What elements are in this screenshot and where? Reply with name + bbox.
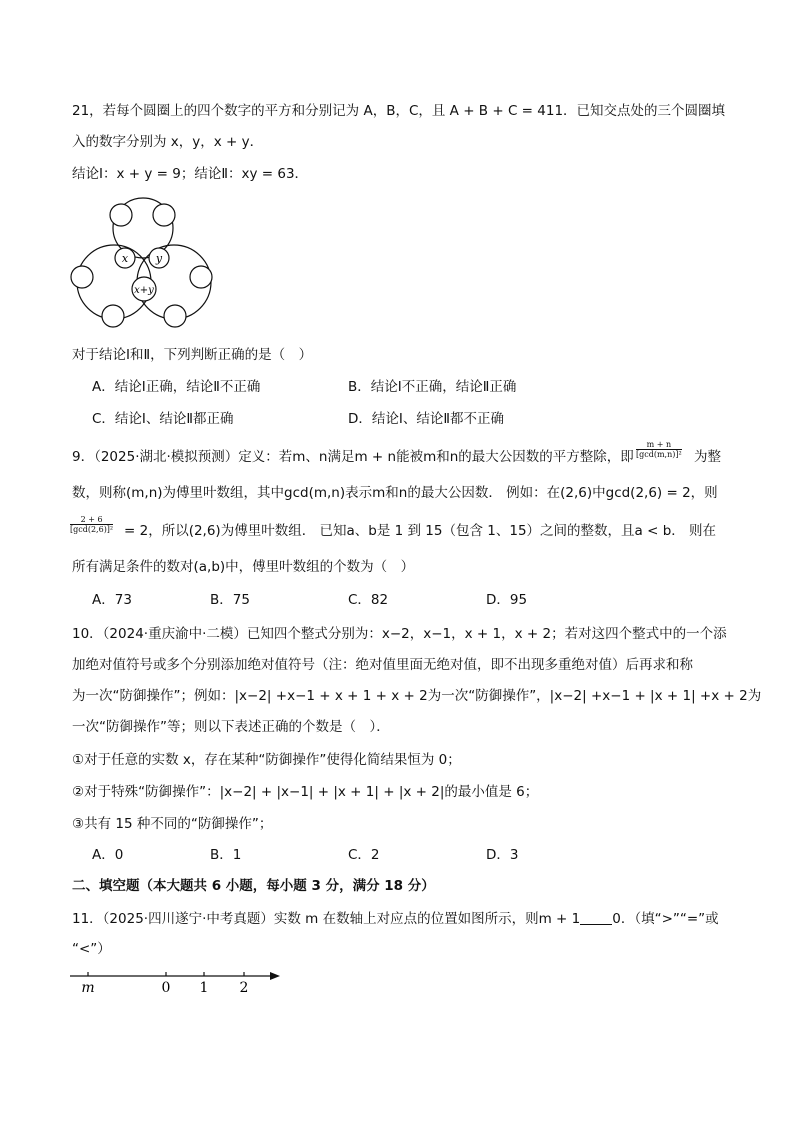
q11-line1-text-a: 11．（2025·四川遂宁·中考真题）实数 m 在数轴上对应点的位置如图所示，则m + 1 — [72, 911, 581, 927]
q9-fraction-2 — [70, 515, 113, 534]
q9-fraction-2-denominator: [gcd(2,6)]² — [70, 525, 114, 534]
q9-line2: 数，则称(m,n)为傅里叶数组，其中gcd(m,n)表示m和n的最大公因数． 例如：在(2,6)中gcd(2,6) = 2，则 — [72, 485, 718, 501]
three-circles-diagram — [68, 196, 218, 330]
small-circle-bottom-left — [102, 305, 124, 327]
q9-fraction-2-numerator: 2 + 6 — [70, 515, 113, 525]
q21-line3: 结论Ⅰ：x + y = 9；结论Ⅱ：xy = 63． — [72, 166, 309, 182]
q10-option-c[interactable]: C．2 — [348, 847, 380, 863]
q10-statement-3: ③共有 15 种不同的“防御操作”； — [72, 816, 273, 832]
section-title-fill-in: 二、填空题（本大题共 6 小题，每小题 3 分，满分 18 分） — [72, 878, 435, 894]
q9-line1: 9．（2025·湖北·模拟预测）定义：若m、n满足m + n能被m和n的最大公因数的平方整除，即 — [72, 449, 634, 465]
q10-statement-2: ②对于特殊“防御操作”：|x−2| + |x−1| + |x + 1| + |x + 2|的最小值是 6； — [72, 784, 539, 800]
tick-label-1: 1 — [199, 980, 209, 996]
small-circle-left-outer — [71, 266, 93, 288]
q9-option-d[interactable]: D．95 — [486, 592, 528, 608]
q21-option-b[interactable]: B．结论Ⅰ不正确，结论Ⅱ正确 — [348, 379, 517, 395]
q21-question: 对于结论Ⅰ和Ⅱ，下列判断正确的是（ ） — [72, 347, 313, 363]
q10-option-a[interactable]: A．0 — [92, 847, 124, 863]
q9-fraction-1 — [636, 440, 682, 459]
q21-line2: 入的数字分别为 x，y，x + y． — [72, 134, 264, 150]
q9-option-b[interactable]: B．75 — [210, 592, 250, 608]
tick-label-2: 2 — [239, 980, 249, 996]
q11-line1 — [72, 910, 719, 928]
small-circle-right-outer — [190, 266, 212, 288]
label-x-plus-y: x+y — [134, 285, 154, 296]
q9-option-a[interactable]: A．73 — [92, 592, 132, 608]
q9-fraction-1-denominator: [gcd(m,n)]² — [636, 450, 682, 459]
q10-line2: 加绝对值符号或多个分别添加绝对值符号（注：绝对值里面无绝对值，即不出现多重绝对值）后再求和称 — [72, 657, 693, 673]
q9-line3: = 2，所以(2,6)为傅里叶数组． 已知a、b是 1 到 15（包含 1、15）之间的整数，且a < b． 则在 — [124, 523, 717, 539]
label-y: y — [155, 252, 163, 265]
q21-option-c[interactable]: C．结论Ⅰ、结论Ⅱ都正确 — [92, 411, 234, 427]
small-circle-top-right — [153, 204, 175, 226]
q10-line3: 为一次“防御操作”；例如：|x−2| +x−1 + x + 1 + x + 2为一次“防御操作”，|x−2| +x−1 + |x + 1| +x + 2为 — [72, 688, 762, 704]
label-x: x — [121, 252, 129, 265]
q10-statement-1: ①对于任意的实数 x，存在某种“防御操作”使得化简结果恒为 0； — [72, 752, 461, 768]
small-circle-top-left — [110, 204, 132, 226]
q21-option-a[interactable]: A．结论Ⅰ正确，结论Ⅱ不正确 — [92, 379, 261, 395]
q21-option-d[interactable]: D．结论Ⅰ、结论Ⅱ都不正确 — [348, 411, 505, 427]
small-circle-bottom-right — [164, 305, 186, 327]
q11-line1-text-b: 0．（填“>”“=”或 — [612, 911, 719, 927]
q10-line4: 一次“防御操作”等；则以下表述正确的个数是（ ）． — [72, 719, 390, 735]
q11-answer-blank[interactable] — [580, 910, 612, 925]
tick-label-0: 0 — [161, 980, 171, 996]
q10-option-d[interactable]: D．3 — [486, 847, 519, 863]
q9-line1-end: 为整 — [694, 449, 721, 465]
number-line-arrow — [270, 972, 280, 980]
q9-line4: 所有满足条件的数对(a,b)中，傅里叶数组的个数为（ ） — [72, 559, 415, 575]
q10-option-b[interactable]: B．1 — [210, 847, 242, 863]
tick-label-m: m — [81, 980, 95, 996]
q9-option-c[interactable]: C．82 — [348, 592, 389, 608]
q9-fraction-1-numerator: m + n — [636, 440, 682, 450]
q10-line1: 10．（2024·重庆渝中·二模）已知四个整式分别为：x−2，x−1，x + 1，x + 2；若对这四个整式中的一个添 — [72, 626, 727, 642]
number-line-diagram — [68, 966, 284, 996]
q21-line1: 21，若每个圆圈上的四个数字的平方和分别记为 A，B，C，且 A + B + C = 411．已知交点处的三个圆圈填 — [72, 103, 726, 119]
q11-line2: “<”） — [72, 941, 111, 957]
